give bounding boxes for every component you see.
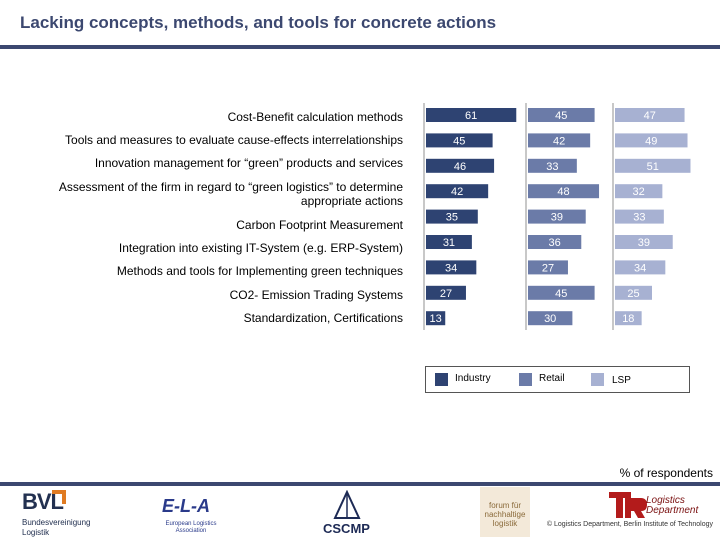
cscmp-logo-mark — [331, 490, 383, 520]
ela-logo-text: E-L-A — [162, 496, 210, 516]
legend-label-lsp: LSP — [612, 375, 631, 386]
data-label-lsp-7: 25 — [627, 287, 640, 300]
category-label: Assessment of the firm in regard to “green logistics” to determine appropriate actions — [58, 180, 403, 208]
data-label-industry-7: 27 — [439, 287, 453, 300]
data-label-industry-8: 13 — [429, 313, 442, 326]
data-label-retail-7: 45 — [555, 287, 568, 300]
legend-label-retail: Retail — [539, 373, 565, 384]
ela-logo — [160, 496, 222, 536]
data-label-retail-5: 36 — [548, 237, 561, 249]
data-label-lsp-2: 51 — [646, 160, 659, 173]
bvl-logo-mark — [52, 490, 66, 504]
category-label: Standardization, Certifications — [243, 311, 403, 325]
legend-swatch-lsp — [591, 373, 604, 386]
data-label-retail-3: 48 — [557, 186, 570, 199]
data-label-retail-2: 33 — [546, 160, 559, 173]
bvl-logo-text: BVL — [22, 489, 63, 514]
data-label-retail-0: 45 — [555, 110, 568, 122]
tu-copyright: © Logistics Department, Berlin Institute of Technology — [546, 521, 713, 528]
category-label: Carbon Footprint Measurement — [236, 218, 403, 232]
data-label-retail-8: 30 — [544, 313, 557, 326]
chart-legend — [425, 366, 690, 393]
cscmp-logo — [323, 490, 375, 536]
data-label-industry-3: 42 — [450, 186, 464, 199]
data-label-lsp-3: 32 — [632, 186, 645, 199]
category-label: Tools and measures to evaluate cause-effects interrelationships — [65, 133, 403, 147]
tu-department-label: Logistics Department — [646, 495, 699, 516]
category-label: Integration into existing IT-System (e.g. ERP-System) — [118, 241, 403, 255]
page-title: Lacking concepts, methods, and tools for concrete actions — [20, 13, 497, 32]
data-label-retail-4: 39 — [550, 211, 563, 224]
data-label-lsp-4: 33 — [633, 211, 646, 224]
unit-label: % of respondents — [619, 466, 713, 480]
legend-swatch-retail — [519, 373, 532, 386]
legend-label-industry: Industry — [455, 373, 491, 384]
forum-logo — [480, 487, 530, 537]
data-label-industry-2: 46 — [453, 160, 467, 173]
data-label-industry-4: 35 — [445, 211, 459, 224]
data-label-lsp-0: 47 — [643, 110, 656, 122]
data-label-lsp-8: 18 — [622, 313, 635, 326]
ela-logo-subtitle: European Logistics Association — [165, 521, 217, 534]
data-label-industry-1: 45 — [453, 135, 466, 148]
footer-divider — [0, 482, 720, 486]
cscmp-logo-text: CSCMP — [323, 521, 370, 536]
category-label: Methods and tools for Implementing green techniques — [116, 264, 403, 278]
data-label-industry-5: 31 — [442, 237, 456, 249]
data-label-industry-0: 61 — [465, 110, 478, 122]
category-label: CO2- Emission Trading Systems — [229, 288, 403, 302]
data-label-industry-6: 34 — [445, 262, 458, 275]
forum-logo-text: forum für nachhaltige logistik — [484, 501, 526, 528]
bvl-logo-subtitle: Bundesvereinigung Logistik — [22, 518, 91, 537]
data-label-lsp-6: 34 — [634, 262, 647, 275]
data-label-lsp-1: 49 — [645, 135, 658, 148]
tu-berlin-logo — [607, 490, 647, 520]
category-label: Cost-Benefit calculation methods — [227, 110, 403, 124]
data-label-retail-6: 27 — [541, 262, 555, 275]
data-label-retail-1: 42 — [552, 135, 566, 148]
category-label: Innovation management for “green” products and services — [94, 156, 403, 170]
data-label-lsp-5: 39 — [637, 237, 650, 249]
legend-swatch-industry — [435, 373, 448, 386]
bvl-logo — [22, 489, 102, 537]
